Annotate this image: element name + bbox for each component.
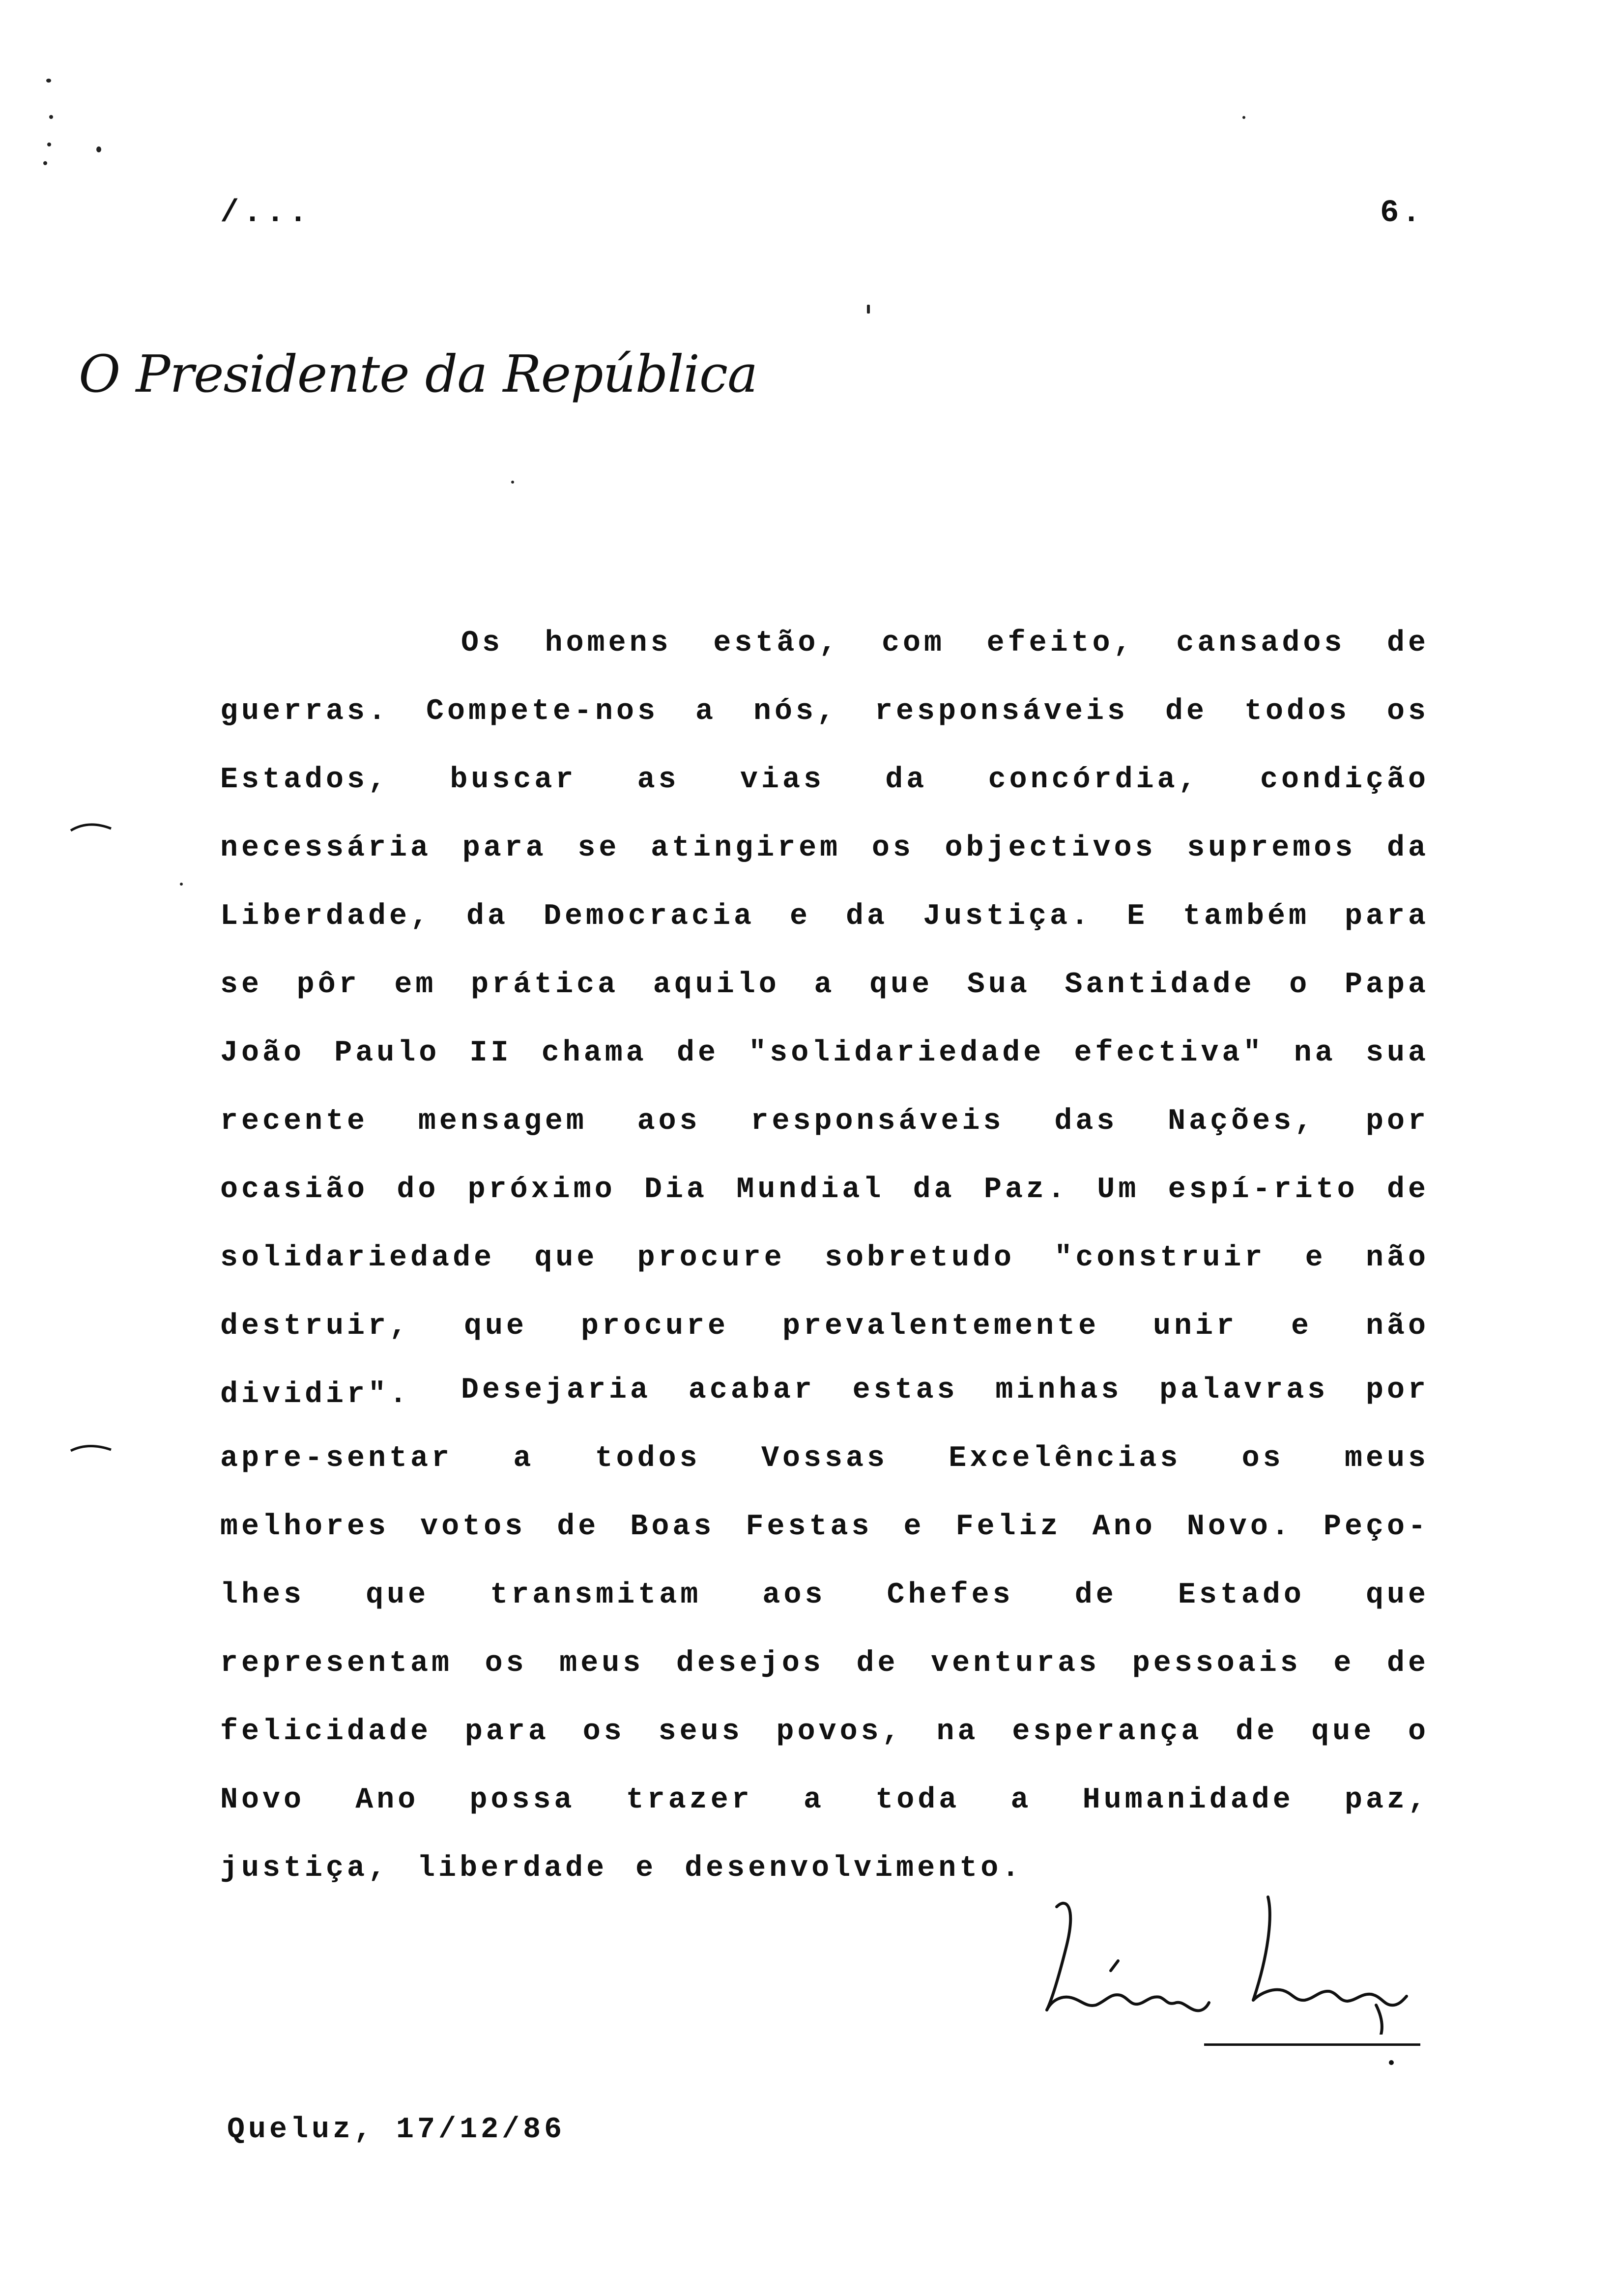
paragraph (220, 609, 1429, 1429)
page-number: 6. (1380, 196, 1424, 231)
scan-speck (180, 883, 183, 886)
letterhead-title: O Presidente da República (79, 344, 758, 404)
margin-mark (69, 820, 113, 834)
signature-line (1204, 2043, 1420, 2046)
scan-speck (96, 146, 101, 152)
scan-speck (43, 161, 47, 165)
paragraph-text: Desejaria acabar estas minhas palavras por apre-sentar a todos Vossas Excelências os meus melhores votos de Boas Festas e Feliz Ano Novo. Peço-lhes que transmitam aos Chefes de Estado que representam os meus desejos de venturas pessoais e de felicidade para os seus povos, na esperança de que o Novo Ano possa trazer a toda a Humanidade paz, justiça, liberdade e desenvolvimento. (220, 1374, 1429, 1885)
place-and-date: Queluz, 17/12/86 (227, 2113, 566, 2147)
handwritten-signature (1037, 1887, 1410, 2035)
scan-speck (49, 115, 53, 119)
scan-speck (47, 143, 51, 146)
paragraph-text: Os homens estão, com efeito, cansados de guerras. Compete-nos a nós, responsáveis de todos os Estados, buscar as vias da concórdia, condição necessária para se atingirem os objectivos supremos da Liberdade, da Democracia e da Justiça. E também para se pôr em prática aquilo a que Sua Santidade o Papa João Paulo II chama de "solidariedade efectiva" na sua recente mensagem aos responsáveis das Nações, por ocasião do próximo Dia Mundial da Paz. Um espí-rito de solidariedade que procure sobretudo "construir e não destruir, que procure prevalentemente unir e não dividir". (220, 627, 1429, 1411)
scan-speck (1242, 116, 1245, 119)
scan-speck (46, 79, 51, 83)
paragraph (220, 1356, 1429, 1903)
signature-dot (1389, 2060, 1394, 2065)
letterhead (79, 344, 758, 423)
scan-speck (511, 481, 514, 484)
margin-mark (69, 1440, 113, 1455)
scan-speck (867, 305, 870, 314)
continuation-marker: /... (220, 196, 312, 231)
